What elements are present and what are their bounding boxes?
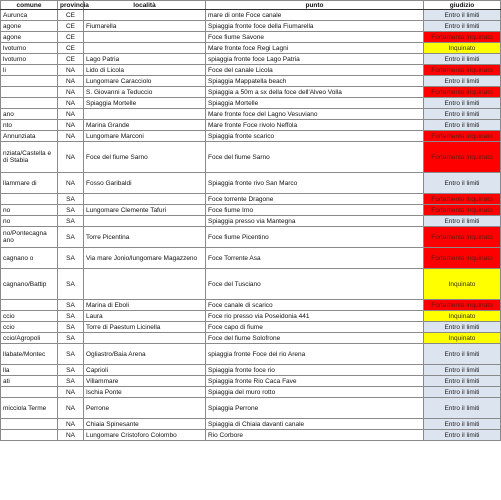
cell-giudizio[interactable]: Fortemente inquinato xyxy=(424,194,501,205)
cell-localita[interactable]: Torre Picentina xyxy=(84,227,206,248)
cell-provincia[interactable]: NA xyxy=(58,76,84,87)
table-row[interactable] xyxy=(1,419,501,430)
cell-giudizio[interactable]: Entro il limiti xyxy=(424,322,501,333)
cell-comune[interactable]: ccio xyxy=(1,311,58,322)
cell-comune[interactable] xyxy=(1,194,58,205)
cell-provincia[interactable]: SA xyxy=(58,333,84,344)
cell-localita[interactable] xyxy=(84,43,206,54)
cell-punto[interactable]: Rio Corbore xyxy=(206,430,424,441)
cell-localita[interactable] xyxy=(84,10,206,21)
cell-giudizio[interactable]: Fortemente inquinato xyxy=(424,248,501,269)
cell-punto[interactable]: Spiaggia Perrone xyxy=(206,398,424,419)
cell-provincia[interactable]: NA xyxy=(58,173,84,194)
cell-provincia[interactable]: SA xyxy=(58,248,84,269)
cell-giudizio[interactable]: Fortemente inquinato xyxy=(424,142,501,173)
cell-giudizio[interactable]: Inquinato xyxy=(424,333,501,344)
header-giudizio[interactable]: giudizio xyxy=(424,1,501,10)
cell-punto[interactable]: mare di onte Foce canale xyxy=(206,10,424,21)
cell-punto[interactable]: Spiaggia del muro rotto xyxy=(206,387,424,398)
cell-provincia[interactable]: NA xyxy=(58,419,84,430)
cell-localita[interactable]: Foce del fiume Sarno xyxy=(84,142,206,173)
cell-comune[interactable] xyxy=(1,419,58,430)
cell-localita[interactable]: Fiumarella xyxy=(84,21,206,32)
cell-provincia[interactable]: SA xyxy=(58,322,84,333)
cell-provincia[interactable]: SA xyxy=(58,227,84,248)
cell-giudizio[interactable]: Fortemente inquinato xyxy=(424,205,501,216)
cell-provincia[interactable]: SA xyxy=(58,216,84,227)
cell-punto[interactable]: Spiaggia Mortelle xyxy=(206,98,424,109)
cell-giudizio[interactable]: Entro il limiti xyxy=(424,10,501,21)
cell-punto[interactable]: Foce torrente Dragone xyxy=(206,194,424,205)
cell-punto[interactable]: Foce Torrente Asa xyxy=(206,248,424,269)
cell-provincia[interactable]: NA xyxy=(58,142,84,173)
table-row[interactable] xyxy=(1,300,501,311)
cell-localita[interactable]: Torre di Paestum Licinella xyxy=(84,322,206,333)
cell-localita[interactable]: Laura xyxy=(84,311,206,322)
cell-provincia[interactable]: SA xyxy=(58,311,84,322)
cell-punto[interactable]: Spiaggia presso via Mantegna xyxy=(206,216,424,227)
cell-provincia[interactable]: NA xyxy=(58,430,84,441)
table-row[interactable] xyxy=(1,21,501,32)
header-provincia[interactable]: provincia xyxy=(58,1,84,10)
cell-localita[interactable]: Caprioli xyxy=(84,365,206,376)
cell-provincia[interactable]: SA xyxy=(58,194,84,205)
cell-giudizio[interactable]: Fortemente inquinato xyxy=(424,87,501,98)
cell-comune[interactable] xyxy=(1,430,58,441)
table-row[interactable] xyxy=(1,430,501,441)
cell-punto[interactable]: Foce del fiume Sarno xyxy=(206,142,424,173)
cell-giudizio[interactable]: Entro il limiti xyxy=(424,376,501,387)
cell-comune[interactable]: agone xyxy=(1,21,58,32)
cell-punto[interactable]: Foce fiume Savone xyxy=(206,32,424,43)
header-punto[interactable]: punto xyxy=(206,1,424,10)
cell-comune[interactable] xyxy=(1,87,58,98)
cell-comune[interactable]: nziata/Castella e di Stabia xyxy=(1,142,58,173)
cell-localita[interactable]: Lago Patria xyxy=(84,54,206,65)
table-row[interactable] xyxy=(1,387,501,398)
cell-comune[interactable]: agone xyxy=(1,32,58,43)
cell-provincia[interactable]: NA xyxy=(58,387,84,398)
cell-giudizio[interactable]: Entro il limiti xyxy=(424,216,501,227)
cell-giudizio[interactable]: Entro il limiti xyxy=(424,76,501,87)
cell-giudizio[interactable]: Entro il limiti xyxy=(424,387,501,398)
table-row[interactable] xyxy=(1,216,501,227)
table-row[interactable] xyxy=(1,32,501,43)
cell-provincia[interactable]: CE xyxy=(58,21,84,32)
cell-comune[interactable]: micciola Terme xyxy=(1,398,58,419)
cell-provincia[interactable]: NA xyxy=(58,98,84,109)
cell-giudizio[interactable]: Entro il limiti xyxy=(424,98,501,109)
table-row[interactable] xyxy=(1,398,501,419)
table-row[interactable] xyxy=(1,76,501,87)
cell-localita[interactable]: Ischia Ponte xyxy=(84,387,206,398)
cell-comune[interactable]: no/Pontecagna ano xyxy=(1,227,58,248)
table-row[interactable] xyxy=(1,227,501,248)
table-row[interactable] xyxy=(1,205,501,216)
cell-localita[interactable]: Villammare xyxy=(84,376,206,387)
cell-punto[interactable]: spiaggia fronte Foce del rio Arena xyxy=(206,344,424,365)
cell-giudizio[interactable]: Fortemente inquinato xyxy=(424,65,501,76)
cell-localita[interactable]: Spiaggia Mortelle xyxy=(84,98,206,109)
cell-giudizio[interactable]: Inquinato xyxy=(424,311,501,322)
cell-localita[interactable]: Fosso Garibaldi xyxy=(84,173,206,194)
cell-comune[interactable]: ccio/Agropoli xyxy=(1,333,58,344)
table-row[interactable] xyxy=(1,131,501,142)
cell-provincia[interactable]: SA xyxy=(58,269,84,300)
cell-comune[interactable]: lvoturno xyxy=(1,43,58,54)
header-comune[interactable]: comune xyxy=(1,1,58,10)
cell-giudizio[interactable]: Entro il limiti xyxy=(424,365,501,376)
cell-giudizio[interactable]: Inquinato xyxy=(424,269,501,300)
cell-localita[interactable]: Marina Grande xyxy=(84,120,206,131)
cell-punto[interactable]: Spiaggia fronte scarico xyxy=(206,131,424,142)
table-row[interactable] xyxy=(1,248,501,269)
cell-comune[interactable] xyxy=(1,98,58,109)
cell-punto[interactable]: Foce del Tusciano xyxy=(206,269,424,300)
cell-giudizio[interactable]: Fortemente inquinato xyxy=(424,300,501,311)
cell-punto[interactable]: Spiaggia di Chiaia davanti canale xyxy=(206,419,424,430)
cell-localita[interactable] xyxy=(84,109,206,120)
table-row[interactable] xyxy=(1,120,501,131)
cell-giudizio[interactable]: Inquinato xyxy=(424,43,501,54)
table-row[interactable] xyxy=(1,376,501,387)
table-row[interactable] xyxy=(1,322,501,333)
cell-localita[interactable]: Marina di Eboli xyxy=(84,300,206,311)
cell-giudizio[interactable]: Fortemente inquinato xyxy=(424,32,501,43)
cell-provincia[interactable]: CE xyxy=(58,43,84,54)
cell-punto[interactable]: Foce del canale Licola xyxy=(206,65,424,76)
cell-punto[interactable]: Foce fiume Picentino xyxy=(206,227,424,248)
cell-provincia[interactable]: SA xyxy=(58,300,84,311)
cell-provincia[interactable]: SA xyxy=(58,344,84,365)
cell-provincia[interactable]: CE xyxy=(58,54,84,65)
cell-punto[interactable]: Spiaggia Mappatella beach xyxy=(206,76,424,87)
cell-localita[interactable] xyxy=(84,269,206,300)
cell-comune[interactable]: li xyxy=(1,65,58,76)
cell-punto[interactable]: Spiaggia fronte foce della Fiumarella xyxy=(206,21,424,32)
table-row[interactable] xyxy=(1,98,501,109)
cell-provincia[interactable]: NA xyxy=(58,131,84,142)
cell-comune[interactable]: ati xyxy=(1,376,58,387)
cell-localita[interactable]: Chiaia Spinesante xyxy=(84,419,206,430)
cell-provincia[interactable]: NA xyxy=(58,120,84,131)
cell-punto[interactable]: Foce capo di fiume xyxy=(206,322,424,333)
cell-giudizio[interactable]: Fortemente inquinato xyxy=(424,227,501,248)
table-row[interactable] xyxy=(1,43,501,54)
cell-giudizio[interactable]: Entro il limiti xyxy=(424,398,501,419)
cell-comune[interactable]: cagnano/Battip xyxy=(1,269,58,300)
cell-comune[interactable] xyxy=(1,76,58,87)
cell-giudizio[interactable]: Entro il limiti xyxy=(424,21,501,32)
cell-localita[interactable]: Via mare Jonio/lungomare Magazzeno xyxy=(84,248,206,269)
cell-punto[interactable]: Foce fiume Irno xyxy=(206,205,424,216)
cell-punto[interactable]: Mare fronte Foce rivolo Neffola xyxy=(206,120,424,131)
cell-localita[interactable]: Perrone xyxy=(84,398,206,419)
table-row[interactable] xyxy=(1,65,501,76)
table-row[interactable] xyxy=(1,173,501,194)
cell-provincia[interactable]: NA xyxy=(58,398,84,419)
cell-provincia[interactable]: SA xyxy=(58,365,84,376)
table-row[interactable] xyxy=(1,344,501,365)
table-row[interactable] xyxy=(1,10,501,21)
cell-comune[interactable] xyxy=(1,300,58,311)
cell-provincia[interactable]: NA xyxy=(58,109,84,120)
cell-punto[interactable]: Foce canale di scarico xyxy=(206,300,424,311)
cell-giudizio[interactable]: Entro il limiti xyxy=(424,419,501,430)
cell-localita[interactable]: Lido di Licola xyxy=(84,65,206,76)
table-row[interactable] xyxy=(1,194,501,205)
cell-comune[interactable]: ccio xyxy=(1,322,58,333)
cell-punto[interactable]: Mare fronte foce del Lagno Vesuviano xyxy=(206,109,424,120)
cell-localita[interactable] xyxy=(84,194,206,205)
cell-comune[interactable]: nto xyxy=(1,120,58,131)
table-row[interactable] xyxy=(1,365,501,376)
cell-localita[interactable] xyxy=(84,216,206,227)
cell-localita[interactable] xyxy=(84,32,206,43)
cell-punto[interactable]: spiaggia fronte foce Lago Patria xyxy=(206,54,424,65)
table-row[interactable] xyxy=(1,87,501,98)
cell-punto[interactable]: Spiaggia fronte foce rio xyxy=(206,365,424,376)
cell-localita[interactable]: Ogliastro/Baia Arena xyxy=(84,344,206,365)
cell-giudizio[interactable]: Entro il limiti xyxy=(424,54,501,65)
table-row[interactable] xyxy=(1,269,501,300)
header-localita[interactable]: località xyxy=(84,1,206,10)
cell-giudizio[interactable]: Entro il limiti xyxy=(424,109,501,120)
table-row[interactable] xyxy=(1,333,501,344)
table-row[interactable] xyxy=(1,311,501,322)
cell-comune[interactable]: llammare di xyxy=(1,173,58,194)
cell-giudizio[interactable]: Entro il limiti xyxy=(424,173,501,194)
cell-comune[interactable]: Aurunca xyxy=(1,10,58,21)
cell-provincia[interactable]: CE xyxy=(58,32,84,43)
cell-provincia[interactable]: NA xyxy=(58,87,84,98)
cell-provincia[interactable]: SA xyxy=(58,205,84,216)
cell-comune[interactable]: llabate/Montec xyxy=(1,344,58,365)
cell-comune[interactable]: Annunziata xyxy=(1,131,58,142)
cell-provincia[interactable]: CE xyxy=(58,10,84,21)
cell-giudizio[interactable]: Entro il limiti xyxy=(424,430,501,441)
cell-localita[interactable]: Lungomare Caracciolo xyxy=(84,76,206,87)
cell-punto[interactable]: Spiaggia fronte rivo San Marco xyxy=(206,173,424,194)
header-row xyxy=(1,1,501,10)
cell-localita[interactable]: Lungomare Marconi xyxy=(84,131,206,142)
cell-giudizio[interactable]: Entro il limiti xyxy=(424,344,501,365)
cell-comune[interactable]: ano xyxy=(1,109,58,120)
cell-comune[interactable]: no xyxy=(1,216,58,227)
cell-localita[interactable]: Lungomare Cristoforo Colombo xyxy=(84,430,206,441)
cell-punto[interactable]: Spiaggia a 50m a sx della foce dell'Alveo Volla xyxy=(206,87,424,98)
table-row[interactable] xyxy=(1,142,501,173)
cell-punto[interactable]: Foce del fiume Solofrone xyxy=(206,333,424,344)
table-row[interactable] xyxy=(1,54,501,65)
cell-giudizio[interactable]: Entro il limiti xyxy=(424,120,501,131)
table-body xyxy=(1,10,501,441)
cell-localita[interactable]: Lungomare Clemente Tafuri xyxy=(84,205,206,216)
cell-localita[interactable] xyxy=(84,333,206,344)
cell-punto[interactable]: Mare fronte foce Regi Lagni xyxy=(206,43,424,54)
cell-localita[interactable]: S. Giovanni a Teduccio xyxy=(84,87,206,98)
cell-comune[interactable]: lvoturno xyxy=(1,54,58,65)
cell-comune[interactable]: no xyxy=(1,205,58,216)
cell-provincia[interactable]: NA xyxy=(58,65,84,76)
cell-punto[interactable]: Spiaggia fronte Rio Caca Fave xyxy=(206,376,424,387)
cell-comune[interactable] xyxy=(1,387,58,398)
cell-comune[interactable]: lla xyxy=(1,365,58,376)
cell-punto[interactable]: Foce rio presso via Poseidonia 441 xyxy=(206,311,424,322)
cell-provincia[interactable]: SA xyxy=(58,376,84,387)
cell-giudizio[interactable]: Fortemente inquinato xyxy=(424,131,501,142)
table-row[interactable] xyxy=(1,109,501,120)
cell-comune[interactable]: cagnano o xyxy=(1,248,58,269)
